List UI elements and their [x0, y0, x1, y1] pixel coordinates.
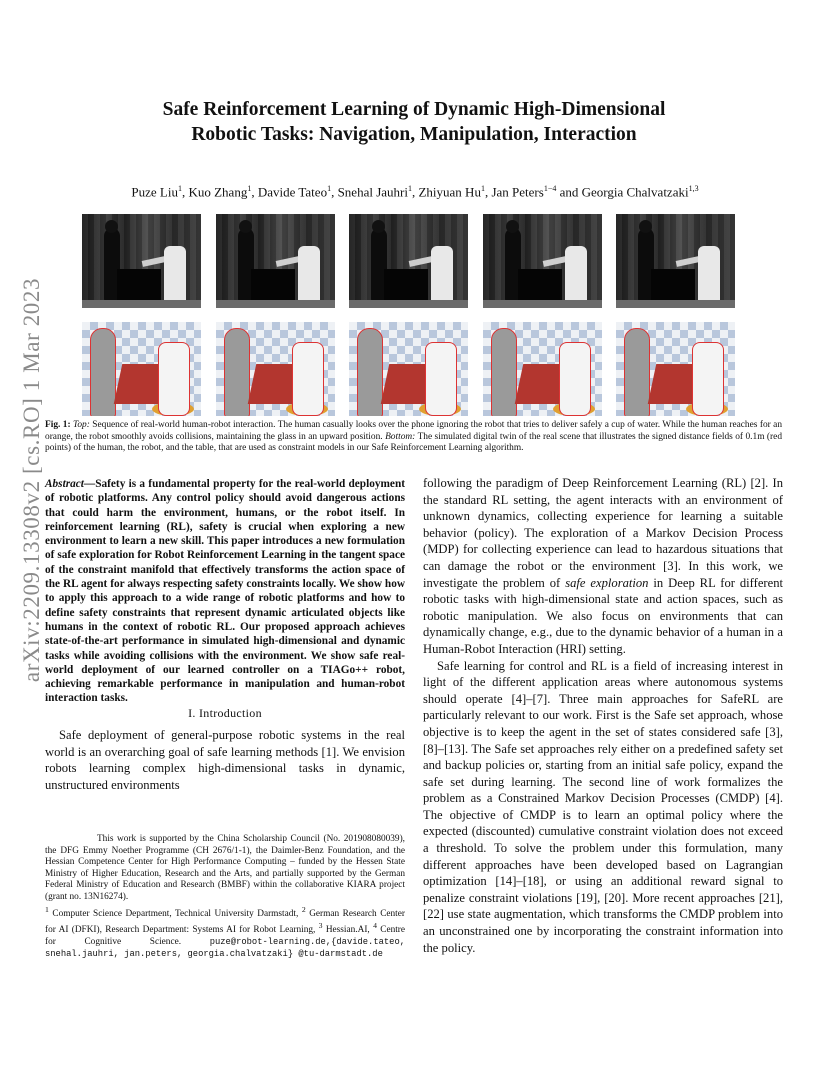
aff3-mark: 3 [318, 921, 323, 931]
funding-footnote: This work is supported by the China Scholarship Council (No. 201908080039), the DFG Emmy Noether Programme (CH 2676/1-1), the Daimler-Benz Foundation, and the Hessian Competence Center for High Performance Computing – funded by the Hessen State Ministry of Higher Education, Research and the Arts, and partially supported by the German Federal Ministry of Education and Research (BMBF) within the collaborative KIARA project (grant no. 13N16274). [45, 834, 405, 902]
title-line-2: Robotic Tasks: Navigation, Manipulation, Interaction [191, 124, 637, 145]
col2-p1-part-b: in Deep RL for different robotic tasks with high-dimensional state and action spaces, such as robotic manipulation. We also focus on environments that can dynamically change, e.g., due to the dynamic behavior of a human in a Human-Robot Interaction (HRI) setting. [423, 575, 784, 656]
author-affiliation: 1 [177, 184, 182, 193]
title-line-1: Safe Reinforcement Learning of Dynamic High-Dimensional [162, 99, 666, 120]
aff1-mark: 1 [45, 904, 49, 914]
aff4-text: Centre for Cognitive Science. [45, 925, 406, 947]
author-emails: puze@robot-learning.de,{davide.tateo, snehal.jauhri, jan.peters, georgia.chalvatzaki} @tu-darmstadt.de [45, 936, 406, 959]
author-affiliation: 1 [480, 184, 485, 193]
real-scene-photo-5 [616, 214, 735, 308]
author-name: Georgia Chalvatzaki [581, 184, 689, 200]
arxiv-identifier-text: arXiv:2209.13308v2 [cs.RO] 1 Mar 2023 [19, 277, 44, 683]
author-affiliation: 1 [407, 184, 412, 193]
author-affiliation: 1 [247, 184, 252, 193]
author-affiliation: 1 [327, 184, 332, 193]
col2-p1-emphasis: safe exploration [565, 575, 649, 590]
col2-paragraph-2: Safe learning for control and RL is a field of increasing interest in light of the different application areas where autonomous systems should operate [4]–[7]. Three main approaches for SafeRL are particularly relevant to our work. First is the Safe set approach, whose objective is to keep the agent in the set of states considered safe [3], [8]–[13]. The Safe set approaches rely either on a predefined safety set and backup policies or, starting from an initial safe policy, expand the safe set during learning. The second line of work formalizes the problem as a Constrained Markov Decision Processes (CMDP) [4]. The objective of CMDP is to learn an optimal policy where the expected (discounted) cumulative constraint violation does not exceed a threshold. To solve the problem under this formulation, many different approaches have been developed based on Lagrangian optimization [14]–[18], or using an additional reward signal to penalize constraint violations [19], [20]. More recent approaches [21], [22] use state augmentation, which transforms the CMDP problem into an unconstrained one by incorporating the constraint information into the policy. [423, 658, 783, 955]
aff4-mark: 4 [373, 921, 377, 931]
abstract-text: Safety is a fundamental property for the real-world deployment of robotic platforms. Any control policy should avoid dangerous actions that could harm the environment, humans, or the robot itself. In reinforcement learning (RL), safety is crucial when exploring a new environment to learn a new skill. This paper introduces a new formulation of safe exploration for Robot Reinforcement Learning in the tangent space of the constraint manifold that effectively transforms the action space of the RL agent for always respecting safety constraints locally. We show how to apply this approach to a wide range of robotic platforms and how to define safety constraints that represent dynamic articulated objects like humans in the context of robotic RL. Our proposed approach achieves state-of-the-art performance in simulated high-dimensional and dynamic tasks while avoiding collisions with the environment. We show safe real-world deployment of our learned controller on a TIAGo++ robot, achieving remarkable performance in manipulation and human-robot interaction tasks. [45, 478, 405, 705]
section-heading: I. Introduction [188, 706, 262, 720]
author-list: Puze Liu$^1$, Kuo Zhang$^1$, Davide Tateo$^1$, Snehal Jauhri$^1$, Zhiyuan Hu$^1$, Jan Peters$^{1-4}$ and Georgia Chalvatzaki$^{1,3}$ [131, 184, 699, 200]
affiliation-footnote [45, 904, 405, 961]
simulated-scene-render-3 [349, 322, 468, 416]
caption-bottom-text: The simulated digital twin of the real scene that illustrates the signed distance fields of 0.1m (red points) of the human, the robot, and the table, that are used as constraint models in our Safe Reinforcement Learning algorithm. [45, 431, 783, 453]
simulated-scene-render-4 [483, 322, 602, 416]
author-affiliation: 1−4 [543, 184, 557, 193]
aff2-mark: 2 [301, 904, 306, 914]
author-name: Jan Peters [491, 184, 544, 200]
abstract-label: Abstract— [45, 478, 96, 490]
real-scene-photo-3 [349, 214, 468, 308]
caption-bottom-label: Bottom: [385, 431, 416, 442]
figure-label: Fig. 1: [45, 420, 71, 430]
author-name: Puze Liu [131, 184, 178, 200]
simulated-scene-render-5 [616, 322, 735, 416]
real-scene-photo-4 [483, 214, 602, 308]
col2-paragraph-1 [423, 475, 783, 658]
aff1-text: Computer Science Department, Technical University Darmstadt, [52, 908, 299, 919]
author-name: Kuo Zhang [188, 184, 248, 200]
author-name: Zhiyuan Hu [418, 184, 481, 200]
real-scene-photo-1 [82, 214, 201, 308]
author-name: Davide Tateo [257, 184, 328, 200]
col2-p1-part-a: following the paradigm of Deep Reinforcement Learning (RL) [2]. In the standard RL setting, the agent interacts with an environment of unknown dynamics, collecting experience for learning a suitable behavior (policy). The exploration of a Markov Decision Process (MDP) for collecting experience can lead to hazardous situations that can damage the robot or the environment [3]. In this work, we investigate the problem of [423, 476, 783, 590]
intro-paragraph: Safe deployment of general-purpose robotic systems in the real world is an overarching goal of safe learning methods [1]. We envision robots learning complex high-dimensional tasks in dynamic, unstructured environments [45, 728, 405, 792]
authors-and: and [559, 184, 579, 200]
abstract [45, 477, 405, 706]
simulated-scene-render-2 [216, 322, 335, 416]
author-name: Snehal Jauhri [337, 184, 408, 200]
footnotes [45, 834, 405, 960]
caption-top-label: Top: [72, 420, 90, 430]
right-column-text [423, 475, 783, 956]
simulated-scene-render-1 [82, 322, 201, 416]
caption-top-text: Sequence of real-world human-robot interaction. The human casually looks over the phone ignoring the robot that tries to deliver safely a cup of water. While the human reaches for an orange, the robot smoothly avoids collisions, maintaining the glass in an upward position. [45, 420, 783, 442]
aff3-text: Hessian.AI, [325, 925, 370, 936]
real-scene-photo-2 [216, 214, 335, 308]
paper-title [90, 97, 738, 147]
author-affiliation: 1,3 [688, 184, 699, 193]
figure-caption [45, 420, 782, 455]
aff2-text: German Research Center for AI (DFKI), Research Department: Systems AI for Robot Learning, [45, 908, 405, 936]
